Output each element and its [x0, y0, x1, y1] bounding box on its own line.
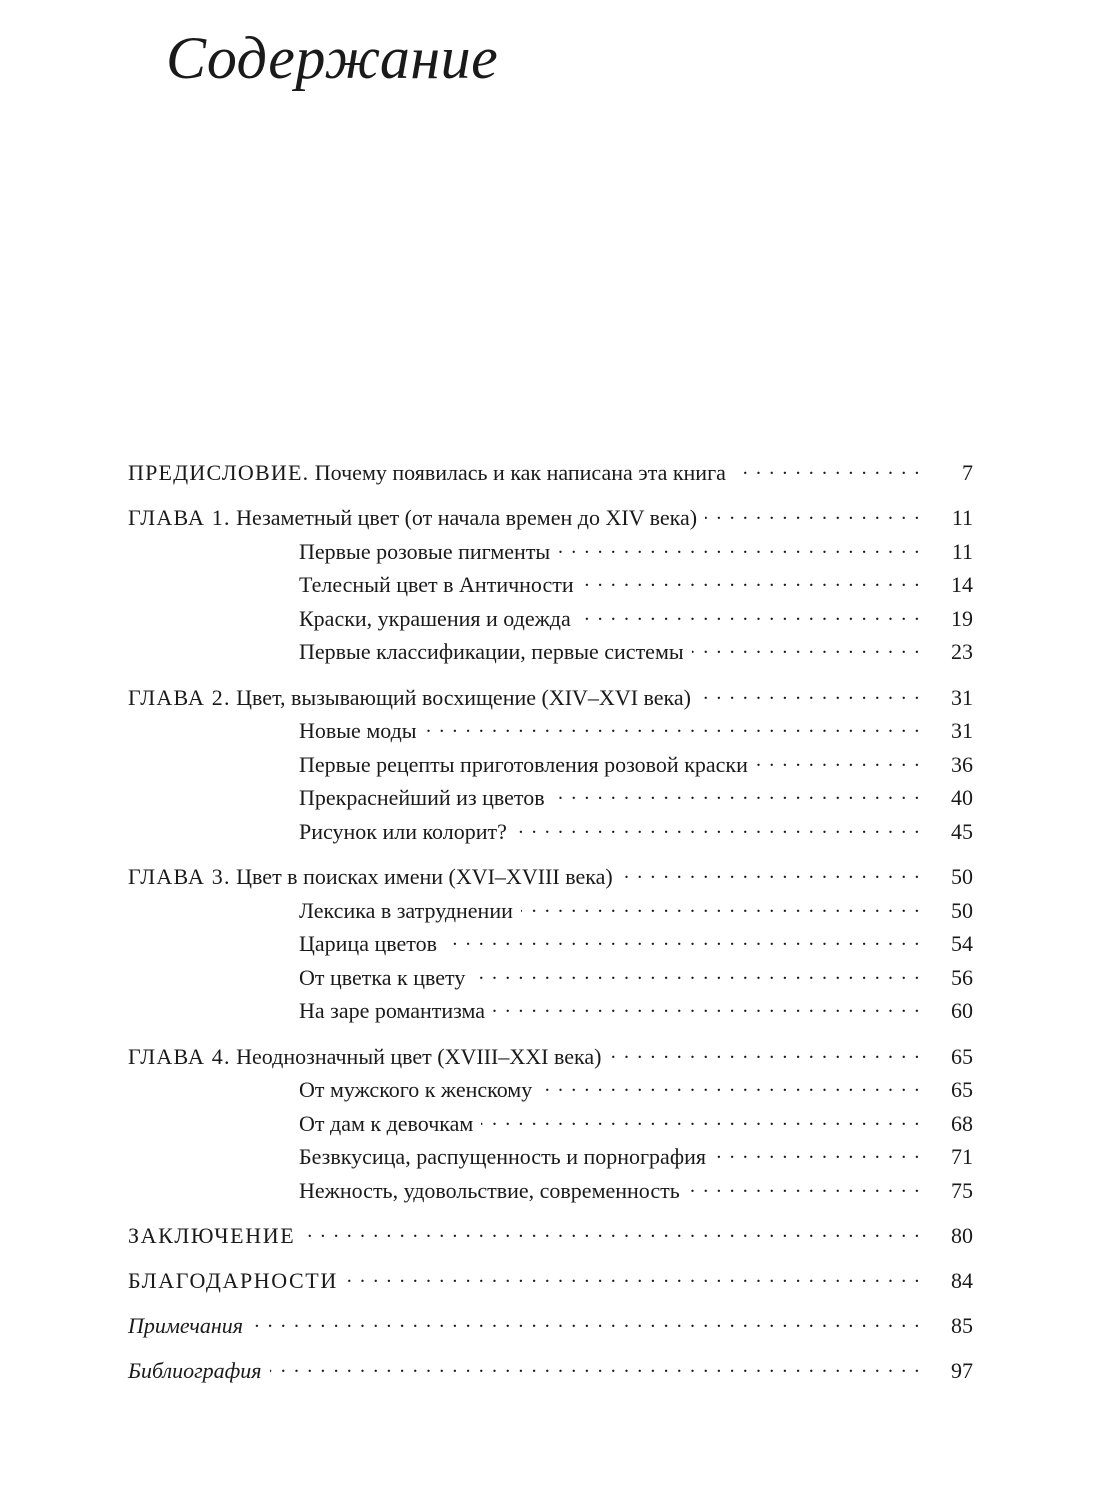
dot-leader	[493, 996, 921, 1018]
section-title: От цветка к цвету	[299, 964, 466, 990]
toc-entry-section[interactable]	[128, 783, 973, 817]
page-number: 31	[951, 718, 973, 744]
section-title: Безвкусица, распущенность и порнография	[299, 1144, 706, 1170]
page-number: 60	[951, 998, 973, 1024]
chapter-title: Цвет, вызывающий восхищение (XIV–XVI века)	[236, 684, 692, 710]
dot-leader	[473, 963, 921, 985]
conclusion-title: ЗАКЛЮЧЕНИЕ	[128, 1222, 296, 1248]
preface-title: Почему появилась и как написана эта книга	[314, 460, 726, 485]
page-number: 68	[951, 1110, 973, 1136]
dot-leader	[582, 570, 921, 592]
toc-entry-preface[interactable]	[128, 458, 973, 492]
chapter-prefix: ГЛАВА 2.	[128, 684, 231, 710]
section-title: Первые рецепты приготовления розовой краски	[299, 751, 748, 777]
toc-entry-chapter-2[interactable]	[128, 683, 973, 717]
page-number: 31	[951, 684, 973, 710]
dot-leader	[714, 1142, 921, 1164]
page-title: Содержание	[166, 25, 499, 91]
page-number: 19	[951, 605, 973, 631]
toc-entry-section[interactable]	[128, 817, 973, 851]
page-number: 7	[962, 460, 973, 485]
chapter-prefix: ГЛАВА 1.	[128, 505, 231, 531]
dot-leader	[515, 817, 921, 839]
page-number: 40	[951, 785, 973, 811]
page-number: 65	[951, 1043, 973, 1069]
toc-entry-notes[interactable]	[128, 1311, 973, 1345]
dot-leader	[270, 1356, 921, 1378]
chapter-title: Незаметный цвет (от начала времен до XIV века)	[236, 505, 698, 531]
bibliography-title: Библиография	[128, 1358, 262, 1384]
toc-entry-section[interactable]	[128, 963, 973, 997]
dot-leader	[553, 783, 921, 805]
dot-leader	[521, 896, 921, 918]
section-title: От мужского к женскому	[299, 1077, 533, 1103]
page-number: 56	[951, 964, 973, 990]
section-title: Царица цветов	[299, 931, 437, 957]
dot-leader	[705, 503, 921, 525]
dot-leader	[756, 750, 921, 772]
toc-entry-section[interactable]	[128, 604, 973, 638]
section-title: Нежность, удовольствие, современность	[299, 1177, 680, 1203]
section-title: Лексика в затруднении	[299, 897, 513, 923]
chapter-prefix: ГЛАВА 3.	[128, 864, 231, 890]
page-number: 11	[951, 505, 973, 531]
page-number: 14	[951, 572, 973, 598]
notes-title: Примечания	[128, 1313, 244, 1339]
section-title: Прекраснейший из цветов	[299, 785, 545, 811]
section-title: Новые моды	[299, 718, 417, 744]
toc-entry-bibliography[interactable]	[128, 1356, 973, 1390]
toc-entry-section[interactable]	[128, 896, 973, 930]
section-title: От дам к девочкам	[299, 1110, 474, 1136]
page-number: 84	[951, 1268, 973, 1294]
page-number: 50	[951, 897, 973, 923]
toc-entry-section[interactable]	[128, 1142, 973, 1176]
section-title: Первые классификации, первые системы	[299, 639, 684, 665]
chapter-title: Цвет в поисках имени (XVI–XVIII века)	[236, 864, 613, 890]
dot-leader	[303, 1221, 921, 1243]
page-number: 65	[951, 1077, 973, 1103]
page-number: 54	[951, 931, 973, 957]
dot-leader	[692, 637, 921, 659]
preface-prefix: ПРЕДИСЛОВИЕ.	[128, 460, 310, 485]
toc-entry-section[interactable]	[128, 1109, 973, 1143]
page-number: 23	[951, 639, 973, 665]
page-number: 45	[951, 818, 973, 844]
section-title: Телесный цвет в Античности	[299, 572, 574, 598]
page-number: 36	[951, 751, 973, 777]
toc-entry-section[interactable]	[128, 750, 973, 784]
dot-leader	[445, 929, 921, 951]
section-title: Рисунок или колорит?	[299, 818, 507, 844]
section-title: Краски, украшения и одежда	[299, 605, 571, 631]
toc-entry-chapter-4[interactable]	[128, 1042, 973, 1076]
page-number: 11	[951, 538, 973, 564]
toc-entry-section[interactable]	[128, 1176, 973, 1210]
page-number: 71	[951, 1144, 973, 1170]
toc-entry-chapter-3[interactable]	[128, 862, 973, 896]
page-number: 85	[951, 1313, 973, 1339]
toc-entry-chapter-1[interactable]	[128, 503, 973, 537]
page-number: 80	[951, 1222, 973, 1248]
dot-leader	[688, 1176, 921, 1198]
toc-entry-section[interactable]	[128, 929, 973, 963]
toc-entry-section[interactable]	[128, 996, 973, 1030]
section-title: Первые розовые пигменты	[299, 538, 551, 564]
toc-entry-section[interactable]	[128, 1075, 973, 1109]
toc-entry-section[interactable]	[128, 570, 973, 604]
page-number: 75	[951, 1177, 973, 1203]
acknowledgements-title: БЛАГОДАРНОСТИ	[128, 1268, 338, 1294]
dot-leader	[734, 458, 921, 480]
dot-leader	[621, 862, 921, 884]
toc-entry-section[interactable]	[128, 716, 973, 750]
dot-leader	[540, 1075, 921, 1097]
chapter-prefix: ГЛАВА 4.	[128, 1043, 231, 1069]
page-number: 50	[951, 864, 973, 890]
dot-leader	[251, 1311, 921, 1333]
dot-leader	[579, 604, 921, 626]
table-of-contents	[128, 458, 973, 1390]
dot-leader	[609, 1042, 921, 1064]
toc-entry-conclusion[interactable]	[128, 1221, 973, 1255]
dot-leader	[558, 537, 921, 559]
page-number: 97	[951, 1358, 973, 1384]
dot-leader	[699, 683, 921, 705]
dot-leader	[425, 716, 921, 738]
toc-entry-section[interactable]	[128, 637, 973, 671]
toc-entry-section[interactable]	[128, 537, 973, 571]
dot-leader	[481, 1109, 921, 1131]
section-title: На заре романтизма	[299, 998, 486, 1024]
dot-leader	[346, 1266, 921, 1288]
toc-entry-acknowledgements[interactable]	[128, 1266, 973, 1300]
chapter-title: Неоднозначный цвет (XVIII–XXI века)	[236, 1043, 602, 1069]
